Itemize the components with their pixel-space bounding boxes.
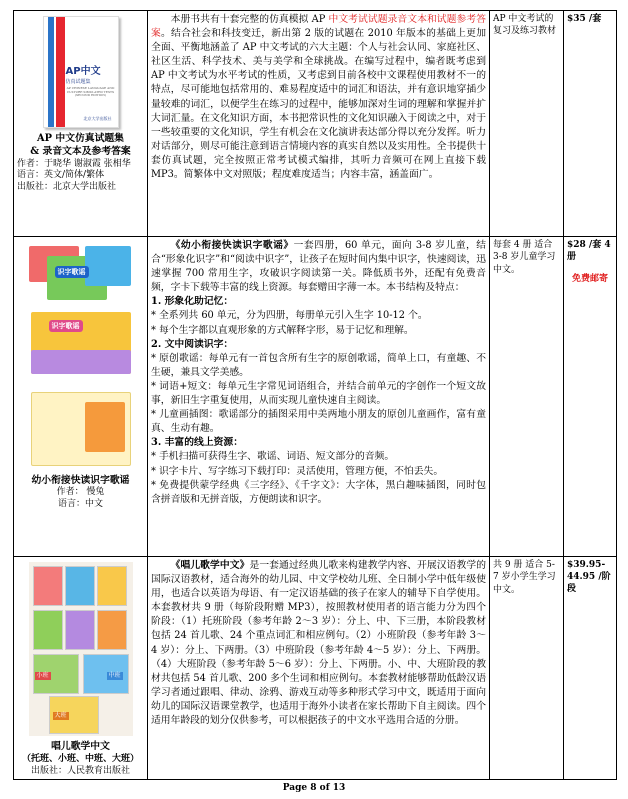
book-description: [148, 11, 490, 237]
cover-book: [33, 610, 63, 650]
cover-book: [33, 566, 63, 606]
list-item: * 免费提供蒙学经典《三字经》、《千字文》：大字体，黑白趣味插图，同时包含拼音版和无拼音版，方便朗读和识字。: [151, 479, 486, 505]
book-cover-image: [29, 562, 133, 736]
price-cell: $39.95-44.95 /阶段: [564, 557, 617, 780]
list-item: * 识字卡片、写字练习下载打印：灵活使用，管理方便，不怕丢失。: [151, 465, 444, 477]
section-heading: 2. 文中阅读识字：: [151, 338, 234, 350]
price-value: $28 /套 4 册: [567, 240, 611, 263]
description-text: 一套四册，60 单元，面向 3-8 岁儿童，结合“形象化识字”和“阅读中识字”，让孩子在短时间内集中识字，快速阅读，迅速掌握 700 常用生字，攻破识字阅读第一关。降低质书外，还配有免费音频，字卡下载等丰富的线上资源。每套赠田字薄一本。本书结构及特点：: [151, 240, 487, 294]
cover-tag: 中班: [108, 672, 121, 679]
book-catalog-table: [13, 10, 617, 780]
list-item: * 全系列共 60 单元，分为四册，每册单元引入生字 10-12 个。: [151, 310, 428, 322]
description-highlight: 中文考试试题录音文本和试题参考答案: [151, 14, 486, 40]
book-info-cell: [14, 11, 148, 237]
book-title: 幼小衔接快读识字歌谣: [31, 475, 130, 486]
cover-book: [85, 246, 131, 286]
description-title: 《幼小衔接快读识字歌谣》: [170, 240, 294, 251]
book-description: [148, 237, 490, 557]
price-cell: $35 /套: [564, 11, 617, 237]
cover-stripe: [56, 17, 65, 127]
description-title: 《唱儿歌学中文》: [170, 560, 250, 571]
cover-book: [65, 566, 95, 606]
cover-label: 识字歌谣: [49, 320, 83, 332]
book-info-cell: [14, 237, 148, 557]
cover-book: [97, 566, 127, 606]
book-info-cell: [14, 557, 148, 780]
audience-cell: AP 中文考试的复习及练习教材: [490, 11, 564, 237]
book-title: AP 中文仿真试题集: [37, 133, 124, 144]
cover-book: [31, 350, 131, 374]
book-title-line2: & 录音文本及参考答案: [30, 146, 131, 158]
book-cover-image: [25, 242, 137, 470]
book-cover-image: [43, 16, 119, 128]
book-language: 语言：英文/简体/繁体: [17, 170, 105, 181]
book-language: 语言：中文: [57, 499, 103, 509]
cover-book: [85, 402, 125, 452]
list-item: * 词语+短文：每单元生字常见词语组合，并结合前单元的字创作一个短文故事，新旧生字重复使用，从而实现儿童快速自主阅读。: [151, 380, 486, 407]
description-text: 本册书共有十套完整的仿真模拟 AP: [170, 14, 329, 25]
list-item: * 原创歌谣：每单元有一首包含所有生字的原创歌谣，简单上口，有童趣、不生硬，兼具文学美感。: [151, 352, 486, 378]
book-publisher: 出版社：人民教育出版社: [30, 765, 130, 776]
book-author: 作者： 慢兔: [56, 487, 105, 498]
free-shipping-note: 免费邮寄: [571, 274, 608, 285]
cover-english-title: AP CHINESE LANGUAGE AND CULTURE SIMULATED TESTS (SECOND EDITION): [66, 86, 115, 98]
book-title: 唱儿歌学中文: [51, 741, 110, 752]
cover-book: [65, 610, 95, 650]
section-heading: 3. 丰富的线上资源：: [151, 437, 244, 449]
list-item: * 手机扫描可获得生字、歌谣、词语、短文部分的音频。: [151, 451, 395, 463]
audience-cell: 每套 4 册 适合 3-8 岁儿童学习中文。: [490, 237, 564, 557]
book-title-line2: （托班、小班、中班、大班）: [21, 754, 139, 765]
audience-cell: 共 9 册 适合 5-7 岁小学生学习中文。: [490, 557, 564, 780]
price-cell: [564, 237, 617, 557]
cover-tag: 小班: [36, 672, 49, 679]
description-text: 。结合社会和科技变迁，新出第 2 版的试题在 2010 年版本的基础上更加全面、平衡地涵盖了 AP 中文考试的六大主题：个人与社会认同、家庭社区、社区生活、科学技术、美与美学和全球挑战。在编写过程中，编者既考虑到 AP 中文考试为水平考试的性质，又考虑到目前各校中文课程使用教材不一的特点，尽可能地包括常用的、难易程度适中的词汇和语法，并有意识地穿插少量较难的词汇，以便学生在练习的过程中，能够加深对生词的理解和掌握并扩大词汇量。在文化知识方面，本书把常识性的文化知识融入于阅读之中，对于一些较重要的文化知识，学生有机会在文化演讲表达部分得以充分发挥。听力对话部分，则尽可能注意到语言情境内容的真实自然以及实用性。全书提供十套仿真试题，完全按照正常考试模式编排，其听力音频可在网上直接下载 MP3。简繁体中文对照版；程度难度适当；内容丰富，涵盖面广。: [151, 28, 487, 181]
list-item: * 儿童画插图：歌谣部分的插图采用中美两地小朋友的原创儿童画作，富有童真、生动有趣。: [151, 409, 486, 435]
table-row: [14, 237, 617, 557]
cover-publisher: 北京大学出版社: [83, 115, 112, 121]
book-description: [148, 557, 490, 780]
cover-title: AP中文: [65, 66, 101, 77]
cover-subtitle: 仿真试题集: [65, 79, 91, 85]
page-footer: Page 8 of 13: [282, 783, 346, 793]
cover-tag: 大班: [54, 712, 67, 719]
book-author: 作者：于晓华 谢淑霞 张相华: [17, 158, 131, 169]
book-publisher: 出版社：北京大学出版社: [17, 182, 117, 192]
cover-label: 识字歌谣: [55, 266, 89, 278]
cover-book: [97, 610, 127, 650]
cover-stripe: [48, 17, 54, 127]
table-row: [14, 11, 617, 237]
list-item: * 每个生字都以直观形象的方式解释字形，易于记忆和理解。: [151, 324, 414, 336]
table-row: [14, 557, 617, 780]
section-heading: 1. 形象化助记忆：: [151, 296, 234, 308]
description-text: 是一套通过经典儿歌来构建教学内容、开展汉语教学的国际汉语教材，适合海外的幼儿园、中文学校幼儿班、全日制小学中低年级使用，也适合以英语为母语、有一定汉语基础的孩子在家人的辅导下自学使用。本套教材共 9 册（每阶段附赠 MP3），按照教材使用者的语言能力分为四个阶段：（1）托班阶段（参考年龄 2～3 岁）：分上、中、下三册，本阶段教材包括 24 首儿歌、24 个重点词汇和相应例句。（2）小班阶段（参考年龄 3～4 岁）：分上、下两册。（3）中班阶段（参考年龄 4～5 岁）：分上、下两册。（4）大班阶段（参考年龄 5～6 岁）：分上、下两册。小、中、大班阶段的教材共包括 54 首儿歌、200 多个生词和相应例句。本套教材能够帮助低龄汉语学习者通过跟唱、律动、涂鸦、游戏互动等多种形式学习中文，既适用于面向幼儿的国际汉语课堂教学，也适用于海外小读者在家长帮助下自主阅读。四个适用年龄段的划分仅供参考，可以根据孩子的中文水平选用合适的分册。: [151, 560, 487, 727]
